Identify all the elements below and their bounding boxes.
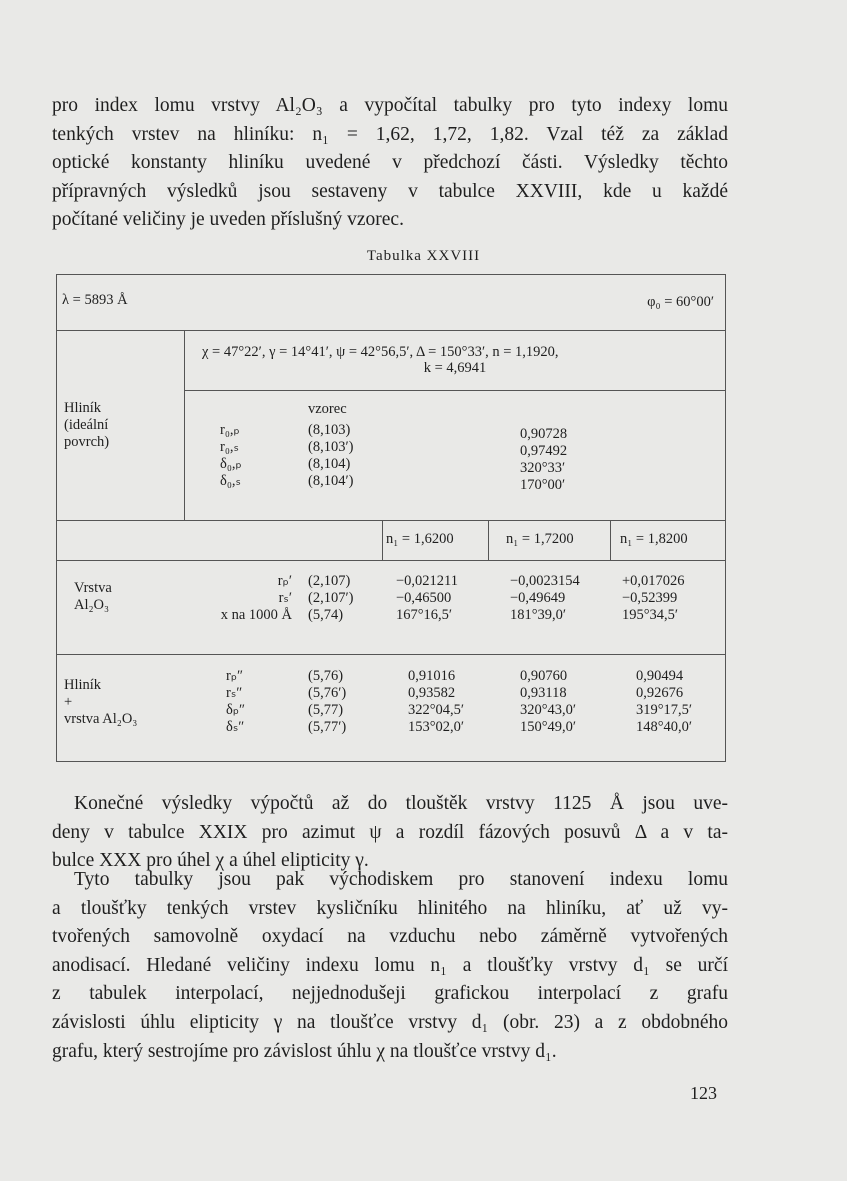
text-line: optické konstanty hliníku uvedené v předchozí části. Výsledky těchto (52, 152, 728, 174)
value: 0,91016 (408, 668, 456, 684)
value: 0,90760 (520, 668, 568, 684)
text-line: přípravných výsledků jsou sestaveny v tabulce XXVIII, kde u každé (52, 180, 728, 202)
table-rule (382, 520, 383, 560)
text-line: bulce XXX pro úhel χ a úhel elipticity γ. (52, 850, 369, 872)
value: 0,90494 (636, 668, 684, 684)
formula: (8,104) (308, 456, 351, 472)
table-rule (56, 560, 726, 561)
symbol: r₀,ₚ (220, 422, 240, 438)
label-line: Al₂O₃ (74, 597, 110, 613)
table-rule (184, 330, 185, 520)
text-line: Konečné výsledky výpočtů až do tlouštěk vrstvy 1125 Å jsou uve- (74, 793, 728, 814)
formula: (5,77′) (308, 719, 347, 735)
table-rule (184, 390, 726, 391)
text-line: tvořených samovolně oxydací na vzduchu nebo záměrně vytvořených (52, 926, 728, 948)
table-rule (725, 274, 726, 762)
n1-header-1: n₁ = 1,6200 (386, 531, 454, 547)
table-caption: Tabulka XXVIII (366, 248, 481, 264)
formula: (5,76) (308, 668, 344, 684)
table-rule (56, 761, 726, 762)
value: 0,93582 (408, 685, 456, 701)
label-line: Hliník (64, 400, 102, 416)
section1-formulas (308, 422, 353, 490)
value: 167°16,5′ (396, 607, 453, 623)
value: 0,92676 (636, 685, 684, 701)
label-line: vrstva Al₂O₃ (64, 711, 138, 727)
text-line: závislosti úhlu elipticity γ na tloušťce vrstvy d₁ (obr. 23) a z obdobného (52, 1011, 728, 1033)
value: 319°17,5′ (636, 702, 693, 718)
table-rule (56, 654, 726, 655)
value: 150°49,0′ (520, 719, 577, 735)
text-line: anodisací. Hledané veličiny indexu lomu n₁ a tloušťky vrstvy d₁ se určí (52, 954, 728, 976)
formula-header: vzorec (308, 401, 347, 417)
label-line: povrch) (64, 434, 110, 450)
table-rule (56, 274, 57, 762)
params-line-2: k = 4,6941 (423, 360, 487, 376)
section2-label (74, 580, 112, 614)
formula: (8,104′) (308, 473, 354, 489)
section3-col2 (520, 668, 576, 736)
symbol: δ₀,ₚ (220, 456, 242, 472)
formula: (2,107) (308, 573, 351, 589)
value: 320°43,0′ (520, 702, 577, 718)
value: 0,90728 (520, 426, 568, 442)
table-rule (610, 520, 611, 560)
phi0-label: φ₀ = 60°00′ (647, 294, 714, 310)
text-line: tenkých vrstev na hliníku: n₁ = 1,62, 1,72, 1,82. Vzal též za základ (52, 123, 728, 145)
value: 148°40,0′ (636, 719, 693, 735)
value: 153°02,0′ (408, 719, 465, 735)
section2-formulas (308, 573, 353, 624)
symbol: x na 1000 Å (220, 607, 292, 623)
formula: (2,107′) (308, 590, 354, 606)
section3-label (64, 677, 137, 728)
value: −0,46500 (396, 590, 452, 606)
formula: (5,76′) (308, 685, 347, 701)
table-rule (56, 274, 726, 275)
results-paragraph (52, 790, 728, 876)
value: 195°34,5′ (622, 607, 679, 623)
formula: (5,77) (308, 702, 344, 718)
table-rule (488, 520, 489, 560)
section3-col1 (408, 668, 464, 736)
params-line-1: χ = 47°22′, γ = 14°41′, ψ = 42°56,5′, Δ = 150°33′, n = 1,1920, (202, 344, 559, 360)
table-rule (56, 330, 726, 331)
symbol: rₚ′ (277, 573, 292, 589)
intro-paragraph (52, 92, 728, 235)
formula: (8,103) (308, 422, 351, 438)
value: 0,93118 (520, 685, 567, 701)
label-line: Hliník (64, 677, 102, 693)
value: 320°33′ (520, 460, 566, 476)
section2-col2 (510, 573, 580, 624)
symbol: δₚ″ (226, 702, 246, 718)
symbol: rₛ″ (226, 685, 243, 701)
text-line: počítané veličiny je uveden příslušný vzorec. (52, 209, 404, 231)
value: 170°00′ (520, 477, 566, 493)
value: −0,0023154 (510, 573, 580, 589)
label-line: + (64, 694, 73, 710)
formula: (5,74) (308, 607, 344, 623)
value: +0,017026 (622, 573, 685, 589)
data-table (56, 274, 726, 762)
section2-symbols (216, 573, 292, 624)
section3-symbols (226, 668, 245, 736)
symbol: δₛ″ (226, 719, 245, 735)
n1-header-2: n₁ = 1,7200 (506, 531, 574, 547)
section2-col3 (622, 573, 685, 624)
section3-col3 (636, 668, 692, 736)
symbol: r₀,ₛ (220, 439, 239, 455)
value: −0,52399 (622, 590, 678, 606)
value: −0,021211 (396, 573, 459, 589)
final-paragraph (52, 866, 728, 1066)
symbol: rₛ′ (278, 590, 292, 606)
page-number: 123 (690, 1083, 717, 1103)
value: −0,49649 (510, 590, 566, 606)
section1-symbols (220, 422, 242, 490)
text-line: a tloušťky tenkých vrstev kysličníku hlinitého na hliníku, ať už vy- (52, 897, 728, 919)
section1-label (64, 400, 109, 451)
value: 0,97492 (520, 443, 568, 459)
section2-col1 (396, 573, 458, 624)
text-line: Tyto tabulky jsou pak východiskem pro stanovení indexu lomu (74, 869, 728, 890)
symbol: δ₀,ₛ (220, 473, 241, 489)
value: 181°39,0′ (510, 607, 567, 623)
text-line: pro index lomu vrstvy Al₂O₃ a vypočítal tabulky pro tyto indexy lomu (52, 95, 728, 116)
wavelength-label: λ = 5893 Å (62, 292, 128, 308)
n1-header-3: n₁ = 1,8200 (620, 531, 688, 547)
table-rule (56, 520, 726, 521)
section1-values (520, 426, 567, 494)
label-line: Vrstva (74, 580, 112, 596)
section3-formulas (308, 668, 346, 736)
text-line: z tabulek interpolací, nejjednodušeji grafickou interpolací z grafu (52, 983, 728, 1005)
text-line: grafu, který sestrojíme pro závislost úhlu χ na tloušťce vrstvy d₁. (52, 1040, 557, 1062)
symbol: rₚ″ (226, 668, 244, 684)
label-line: (ideální (64, 417, 109, 433)
text-line: deny v tabulce XXIX pro azimut ψ a rozdíl fázových posuvů Δ a v ta- (52, 821, 728, 843)
value: 322°04,5′ (408, 702, 465, 718)
formula: (8,103′) (308, 439, 354, 455)
